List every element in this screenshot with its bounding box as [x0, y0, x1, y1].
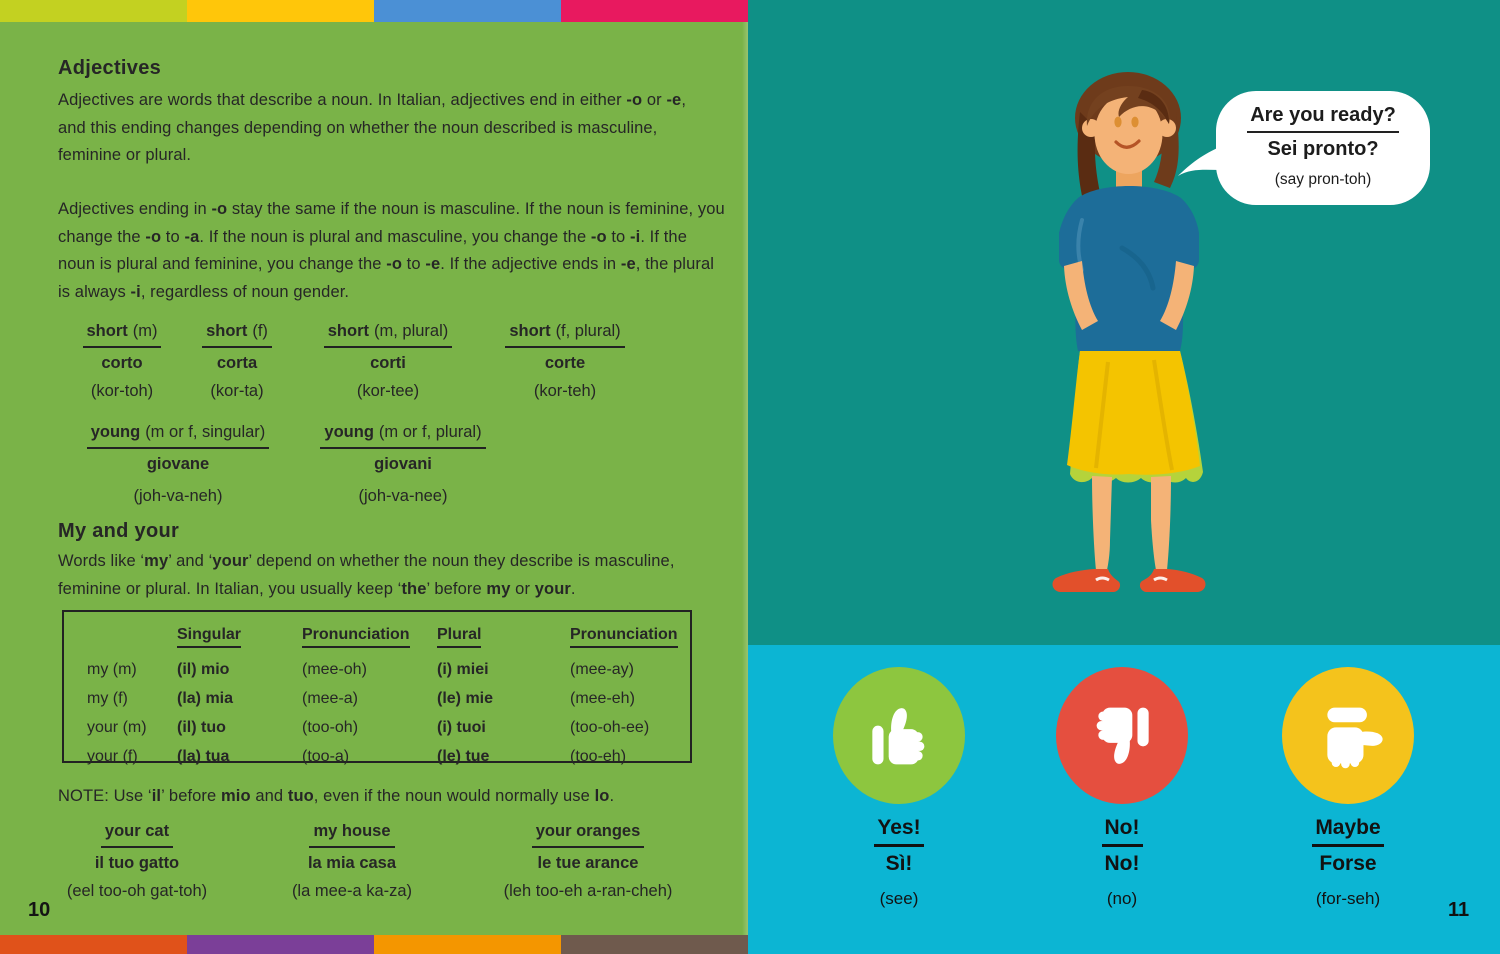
label-italian: Forse: [1319, 852, 1377, 875]
table-cell: (i) tuoi: [437, 718, 486, 736]
word-pronunciation: (kor-tee): [356, 382, 420, 400]
table-header-plural: Plural: [437, 626, 570, 648]
example-italian: le tue arance: [537, 854, 639, 872]
word-pronunciation: (joh-va-neh): [133, 487, 223, 505]
top-stripe-lime: [0, 0, 187, 22]
page-number-right: 11: [1448, 899, 1470, 921]
example-english: your oranges: [532, 822, 645, 848]
speech-italian: Sei pronto?: [1267, 138, 1379, 160]
top-color-bar: [0, 0, 748, 22]
icon-card-no: [1012, 667, 1232, 909]
word-term: short: [327, 322, 369, 340]
example-italian: il tuo gatto: [94, 854, 180, 872]
label-pronunciation: (for-seh): [1315, 889, 1381, 908]
example-english: my house: [309, 822, 394, 848]
table-cell: your (m): [87, 718, 147, 736]
word-card-short-f-plural: [465, 322, 665, 401]
table-header-pronunciation-1: Pronunciation: [302, 626, 437, 648]
bottom-stripe-purple: [187, 935, 374, 954]
speech-english: Are you ready?: [1247, 104, 1399, 133]
adjectives-paragraph-2: Adjectives ending in -o stay the same if the noun is masculine. If the noun is feminine, you change the -o to -a. If the noun is plural and masculine, you change the -o to -i. If the noun is plural and feminine, you change the -o to -e. If the adjective ends in -e, the plural is always -i, regardless of noun gender.: [58, 200, 725, 301]
hand-pointing-icon: [1282, 667, 1414, 804]
note-line: NOTE: Use ‘il’ before mio and tuo, even if the noun would normally use lo.: [58, 787, 615, 805]
word-card-short-m-plural: [288, 322, 488, 401]
table-cell: my (f): [87, 689, 128, 707]
table-cell: (too-eh): [570, 747, 627, 765]
my-your-paragraph: Words like ‘my’ and ‘your’ depend on whether the noun they describe is masculine, feminine or plural. In Italian, you usually keep ‘the’ before my or your.: [58, 552, 675, 598]
example-pronunciation: (leh too-eh a-ran-cheh): [503, 882, 673, 900]
speech-pronunciation: (say pron-toh): [1274, 171, 1372, 188]
word-term: short: [509, 322, 551, 340]
example-pronunciation: (la mee-a ka-za): [291, 882, 413, 900]
label-pronunciation: (no): [1106, 889, 1138, 908]
icon-card-yes: [789, 667, 1009, 909]
label-english: No!: [1102, 816, 1143, 847]
icon-card-maybe: [1238, 667, 1458, 909]
bottom-stripe-brown: [561, 935, 748, 954]
table-cell: (mee-eh): [570, 689, 635, 707]
table-cell: (le) tue: [437, 747, 490, 765]
word-pronunciation: (kor-toh): [90, 382, 154, 400]
table-header-singular: Singular: [177, 626, 302, 648]
adjectives-paragraph-1: Adjectives are words that describe a noun. In Italian, adjectives end in either -o or -e, and this ending changes depending on whether the noun described is masculine, feminine or plural.: [58, 91, 686, 165]
table-cell: my (m): [87, 660, 137, 678]
table-cell: (too-oh-ee): [570, 718, 650, 736]
thumbs-down-icon: [1056, 667, 1188, 804]
section-heading-my-and-your: My and your: [58, 520, 180, 542]
thumbs-up-icon: [833, 667, 965, 804]
example-card-my-house: [242, 822, 462, 901]
table-header-pronunciation-2: Pronunciation: [570, 626, 690, 648]
table-cell: (i) miei: [437, 660, 489, 678]
label-italian: No!: [1104, 852, 1140, 875]
word-italian: corte: [544, 354, 586, 372]
table-cell: (il) tuo: [177, 718, 226, 736]
word-card-young-plural: [293, 423, 513, 506]
table-cell: (il) mio: [177, 660, 230, 678]
bottom-stripe-orange: [374, 935, 561, 954]
example-pronunciation: (eel too-oh gat-toh): [66, 882, 208, 900]
table-cell: (la) tua: [177, 747, 230, 765]
word-pronunciation: (kor-ta): [210, 382, 264, 400]
label-english: Yes!: [874, 816, 923, 847]
label-italian: Sì!: [885, 852, 913, 875]
bottom-color-bar: [0, 935, 748, 954]
word-card-young-singular: [68, 423, 288, 506]
table-cell: your (f): [87, 747, 138, 765]
table-header-blank: [87, 628, 177, 646]
example-card-your-cat: [27, 822, 247, 901]
word-term: short: [86, 322, 128, 340]
bottom-stripe-orange-red: [0, 935, 187, 954]
word-pronunciation: (kor-teh): [533, 382, 597, 400]
word-term: young: [90, 423, 141, 441]
example-card-your-oranges: [478, 822, 698, 901]
word-qualifier: (m): [132, 322, 158, 340]
example-english: your cat: [101, 822, 173, 848]
table-cell: (la) mia: [177, 689, 234, 707]
table-cell: (le) mie: [437, 689, 494, 707]
word-term: young: [324, 423, 374, 441]
word-term: short: [206, 322, 248, 340]
speech-bubble: [1216, 91, 1430, 205]
word-italian: corto: [101, 354, 143, 372]
word-italian: giovane: [146, 455, 210, 473]
top-stripe-blue: [374, 0, 561, 22]
table-cell: (mee-a): [302, 689, 359, 707]
word-qualifier: (f, plural): [555, 322, 621, 340]
word-pronunciation: (joh-va-nee): [358, 487, 448, 505]
label-english: Maybe: [1312, 816, 1383, 847]
right-page: [748, 0, 1500, 954]
table-cell: (mee-oh): [302, 660, 367, 678]
left-page: [0, 0, 748, 954]
page-number-left: 10: [28, 899, 51, 921]
top-stripe-yellow: [187, 0, 374, 22]
table-cell: (too-a): [302, 747, 350, 765]
label-pronunciation: (see): [879, 889, 919, 908]
word-italian: giovani: [374, 455, 432, 473]
word-qualifier: (f): [252, 322, 268, 340]
table-cell: (too-oh): [302, 718, 359, 736]
word-italian: corti: [370, 354, 406, 372]
top-stripe-pink: [561, 0, 748, 22]
word-qualifier: (m, plural): [373, 322, 449, 340]
example-italian: la mia casa: [307, 854, 397, 872]
word-italian: corta: [216, 354, 258, 372]
section-heading-adjectives: Adjectives: [58, 57, 162, 79]
possessives-table: [62, 610, 692, 763]
word-qualifier: (m or f, plural): [378, 423, 482, 441]
word-qualifier: (m or f, singular): [145, 423, 266, 441]
table-cell: (mee-ay): [570, 660, 635, 678]
